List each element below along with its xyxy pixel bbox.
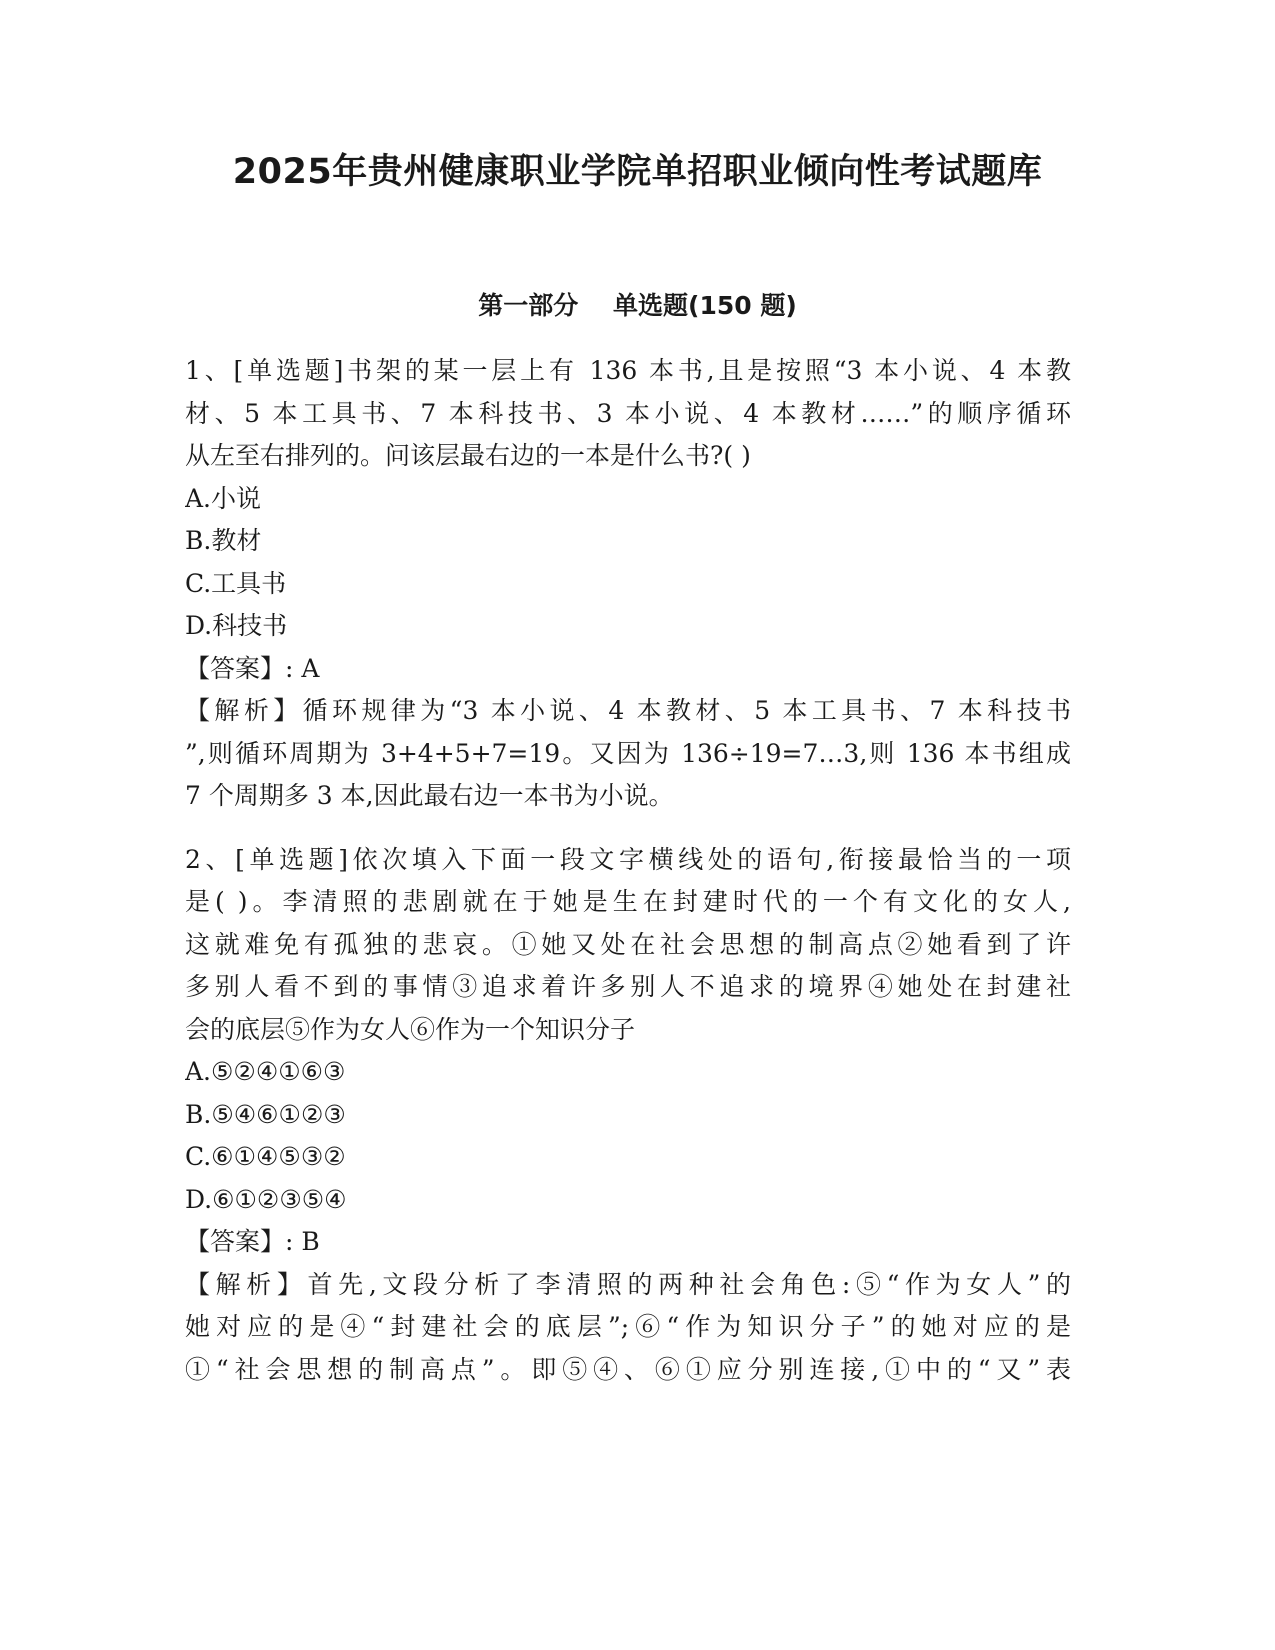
question-stem-line: 这就难免有孤独的悲哀。①她又处在社会思想的制高点②她看到了许 <box>185 929 1071 959</box>
question-stem-line: 会的底层⑤作为女人⑥作为一个知识分子 <box>185 1014 636 1044</box>
option-d: D.⑥①②③⑤④ <box>185 1184 347 1214</box>
section-heading: 第一部分 单选题(150 题) <box>478 291 797 320</box>
question-2 <box>185 839 1071 1392</box>
option-b: B.⑤④⑥①②③ <box>185 1099 346 1129</box>
analysis-line: 她对应的是④“封建社会的底层”;⑥“作为知识分子”的她对应的是 <box>185 1312 1071 1341</box>
answer-line: 【答案】: B <box>185 1227 320 1256</box>
question-stem-line: 1、[单选题]书架的某一层上有 136 本书,且是按照“3 本小说、4 本教 <box>185 356 1071 385</box>
analysis-line: 7 个周期多 3 本,因此最右边一本书为小说。 <box>185 781 674 810</box>
option-b: B.教材 <box>185 526 262 555</box>
analysis-line: ①“社会思想的制高点”。即⑤④、⑥①应分别连接,①中的“又”表 <box>185 1354 1071 1384</box>
question-stem-line: 多别人看不到的事情③追求着许多别人不追求的境界④她处在封建社 <box>185 972 1071 1001</box>
answer-line: 【答案】: A <box>185 653 320 683</box>
analysis-line: 【解析】首先,文段分析了李清照的两种社会角色:⑤“作为女人”的 <box>185 1269 1071 1299</box>
question-1 <box>185 350 1071 818</box>
analysis-line: ”,则循环周期为 3+4+5+7=19。又因为 136÷19=7…3,则 136 本书组成 <box>185 738 1071 768</box>
option-c: C.工具书 <box>185 568 287 598</box>
analysis-line: 【解析】循环规律为“3 本小说、4 本教材、5 本工具书、7 本科技书 <box>185 696 1071 725</box>
question-stem-line: 是( )。李清照的悲剧就在于她是生在封建时代的一个有文化的女人, <box>185 887 1071 916</box>
question-list <box>185 350 1071 1412</box>
option-c: C.⑥①④⑤③② <box>185 1142 346 1171</box>
option-a: A.小说 <box>185 483 262 513</box>
option-d: D.科技书 <box>185 611 288 640</box>
question-stem-line: 材、5 本工具书、7 本科技书、3 本小说、4 本教材……”的顺序循环 <box>185 398 1071 428</box>
question-stem-line: 从左至右排列的。问该层最右边的一本是什么书?( ) <box>185 441 751 470</box>
document-title: 2025年贵州健康职业学院单招职业倾向性考试题库 <box>232 152 1043 192</box>
option-a: A.⑤②④①⑥③ <box>185 1057 346 1086</box>
question-stem-line: 2、[单选题]依次填入下面一段文字横线处的语句,衔接最恰当的一项 <box>185 844 1071 874</box>
